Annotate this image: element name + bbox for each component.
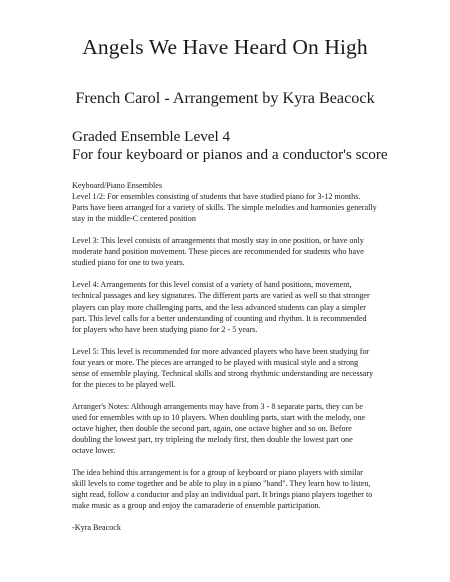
- text-line: studied piano for one to two years.: [72, 258, 185, 268]
- text-line: sight read, follow a conductor and play an individual part. It brings piano players together to: [72, 490, 373, 500]
- signature-line: [72, 522, 442, 533]
- author-signoff: -Kyra Beacock: [72, 523, 121, 533]
- ensemble-level-line: Graded Ensemble Level 4: [72, 128, 231, 145]
- text-line: four years or more. The pieces are arranged to be played with musical style and a strong: [72, 357, 359, 367]
- text-line: Level 1/2: For ensembles consisting of students that have studied piano for 3-12 months.: [72, 192, 361, 202]
- paragraph-level-5: [72, 346, 442, 390]
- paragraph-arrangers-notes: [72, 401, 442, 456]
- text-line: Arranger's Notes: Although arrangements may have from 3 - 8 separate parts, they can be: [72, 401, 363, 411]
- text-line: technical passages and key signatures. The different parts are varied as well so that stronger: [72, 291, 370, 301]
- text-line: part. This level calls for a better understanding of counting and rhythm. It is recommended: [72, 313, 367, 323]
- paragraph-ensembles-level-1-2: [72, 180, 442, 224]
- text-line: for players who have been studying piano for 2 - 5 years.: [72, 324, 258, 334]
- text-line: used for ensembles with up to 10 players. When doubling parts, start with the melody, one: [72, 412, 366, 422]
- text-line: sense of ensemble playing. Technical skills and strong rhythmic understanding are necessary: [72, 368, 374, 378]
- text-line: Level 3: This level consists of arrangements that mostly stay in one position, or have only: [72, 236, 364, 246]
- text-line: stay in the middle-C centered position: [72, 214, 196, 224]
- text-line: Keyboard/Piano Ensembles: [72, 181, 163, 190]
- text-line: for the pieces to be played well.: [72, 379, 176, 389]
- page-title: Angels We Have Heard On High: [82, 35, 368, 59]
- paragraph-arrangement-idea: [72, 467, 442, 511]
- text-line: players can play more challenging parts, and the less advanced students can play a simpler: [72, 302, 366, 312]
- level-heading: [72, 128, 432, 164]
- description-body: [72, 180, 442, 545]
- text-line: Level 5: This level is recommended for more advanced players who have been studying for: [72, 346, 370, 356]
- text-line: make music as a group and enjoy the camaraderie of ensemble participation.: [72, 501, 321, 511]
- text-line: Parts have been arranged for a variety of skills. The simple melodies and harmonies generally: [72, 203, 377, 213]
- text-line: skill levels to come together and be able to play in a piano "band". They learn how to listen,: [72, 479, 371, 489]
- paragraph-level-4: [72, 279, 442, 334]
- text-line: doubling the lowest part, try tripleing the melody first, then double the lowest part one: [72, 435, 353, 445]
- instrumentation-line: For four keyboard or pianos and a conductor's score: [72, 146, 388, 163]
- text-line: octave lower.: [72, 446, 116, 456]
- paragraph-level-3: [72, 235, 442, 268]
- text-line: Level 4: Arrangements for this level consist of a variety of hand positions, movement,: [72, 280, 352, 290]
- text-line: The idea behind this arrangement is for a group of keyboard or piano players with similar: [72, 468, 363, 478]
- text-line: octave higher, then double the second part, again, one octave higher and so on. Before: [72, 424, 352, 434]
- text-line: moderate hand position movement. These pieces are recommended for students who have: [72, 247, 364, 257]
- page-subtitle: French Carol - Arrangement by Kyra Beacock: [75, 89, 375, 107]
